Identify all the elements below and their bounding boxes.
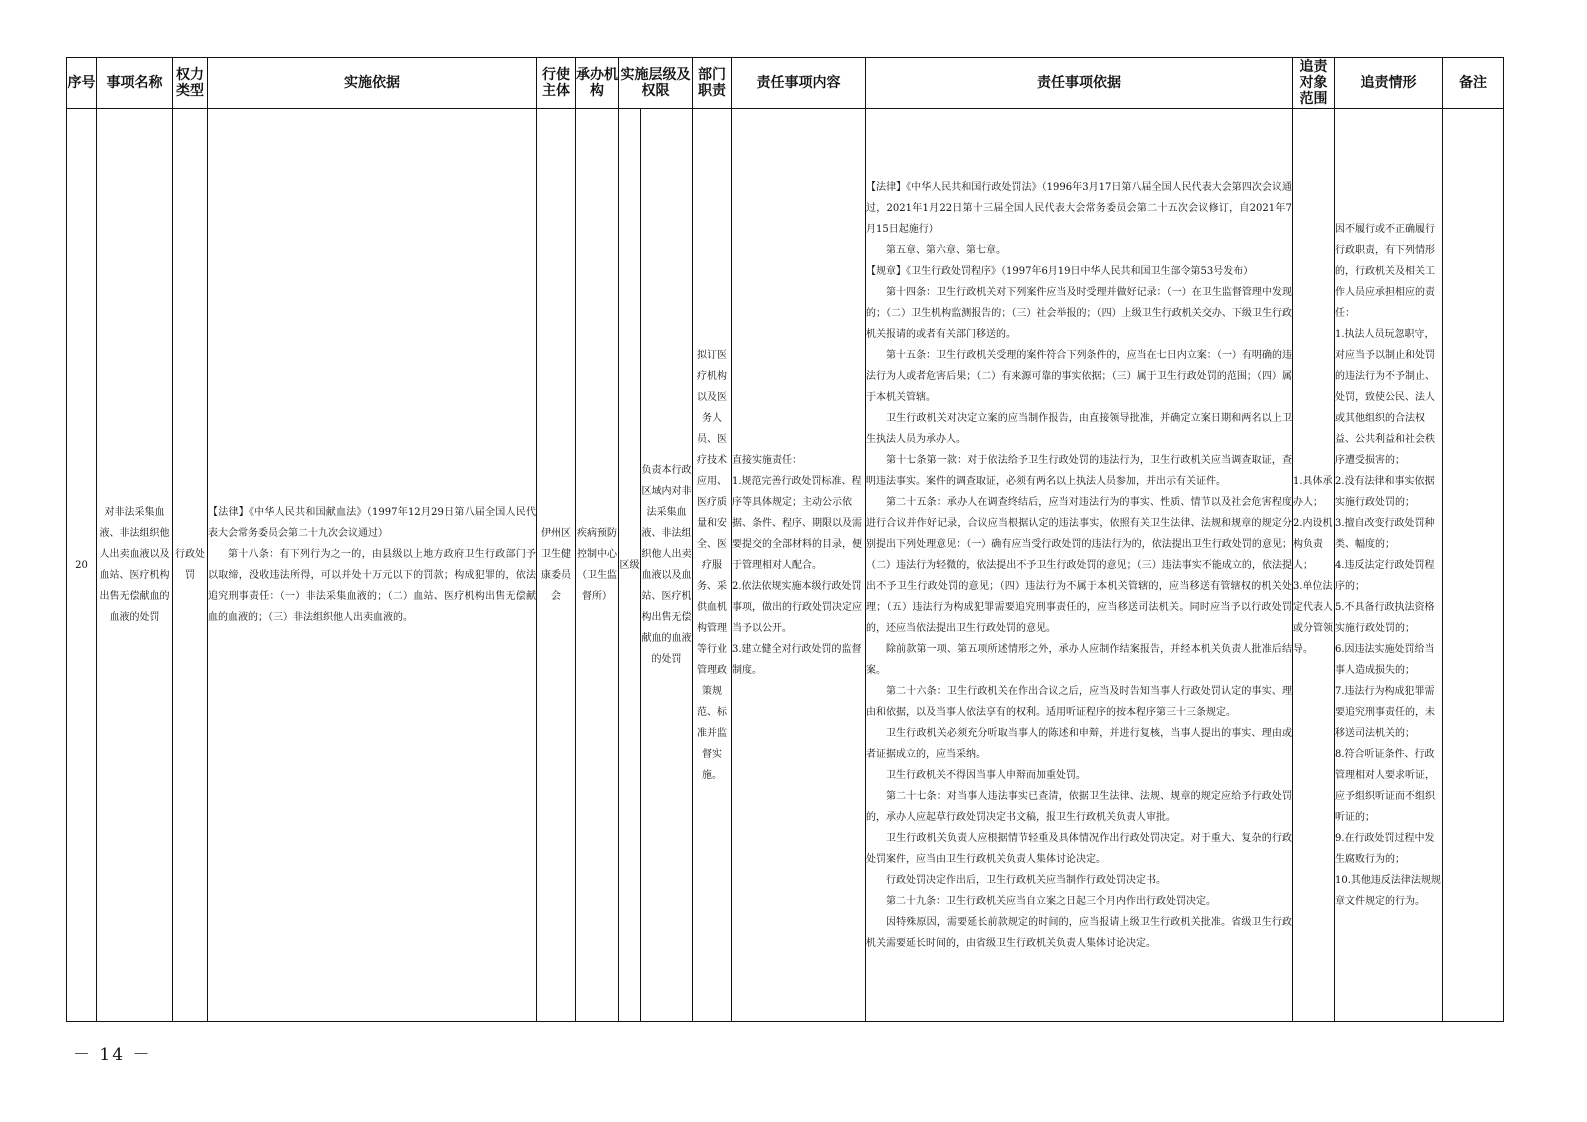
header-item-name: 事项名称 bbox=[97, 58, 173, 109]
header-dept-duty: 部门职责 bbox=[693, 58, 732, 109]
basis-law-title: 【法律】《中华人民共和国献血法》（1997年12月29日第八届全国人民代表大会常务委员会第二十九次会议通过） bbox=[208, 507, 536, 539]
resp-basis-paragraph: 第二十五条：承办人在调查终结后，应当对违法行为的事实、性质、情节以及社会危害程度进行合议并作好记录，合议应当根据认定的违法事实，依照有关卫生法律、法规和规章的规定分别提出下列处理意见：（一）确有应当受行政处罚的违法行为的，依法提出卫生行政处罚的意见；（二）违法行为轻微的，依法提出不予卫生行政处罚的意见；（三）违法事实不能成立的，依法提出不予卫生行政处罚的意见；（四）违法行为不属于本机关管辖的，应当移送有管辖权的机关处理；（五）违法行为构成犯罪需要追究刑事责任的，应当移送司法机关。同时应当予以行政处罚的，还应当依法提出卫生行政处罚的意见。 bbox=[866, 496, 1292, 634]
account-case-line: 6.因违法实施处罚给当事人造成损失的； bbox=[1335, 643, 1435, 676]
account-scope-line: 3.单位法定代表人或分管领导。 bbox=[1293, 580, 1333, 655]
cell-item-name: 对非法采集血液、非法组织他人出卖血液以及血站、医疗机构出售无偿献血的血液的处罚 bbox=[97, 109, 173, 1022]
account-case-line: 9.在行政处罚过程中发生腐败行为的； bbox=[1335, 832, 1435, 865]
resp-content-line: 1.规范完善行政处罚标准、程序等具体规定；主动公示依据、条件、程序、期限以及需要提交的全部材料的目录，便于管理相对人配合。 bbox=[732, 475, 862, 571]
header-basis: 实施依据 bbox=[208, 58, 537, 109]
resp-basis-paragraph: 卫生行政机关必须充分听取当事人的陈述和申辩，并进行复核，当事人提出的事实、理由或者证据成立的，应当采纳。 bbox=[866, 727, 1292, 760]
resp-content-line: 3.建立健全对行政处罚的监督制度。 bbox=[732, 643, 862, 676]
resp-basis-paragraph: 第十五条：卫生行政机关受理的案件符合下列条件的，应当在七日内立案：（一）有明确的违法行为人或者危害后果；（二）有来源可靠的事实依据；（三）属于卫生行政处罚的范围；（四）属于本机关管辖。 bbox=[866, 349, 1292, 403]
resp-basis-paragraph: 第二十七条：对当事人违法事实已查清，依据卫生法律、法规、规章的规定应给予行政处罚的，承办人应起草行政处罚决定书文稿，报卫生行政机关负责人审批。 bbox=[866, 790, 1292, 823]
resp-basis-paragraph: 第十七条第一款：对于依法给予卫生行政处罚的违法行为，卫生行政机关应当调查取证，查明违法事实。案件的调查取证，必须有两名以上执法人员参加，并出示有关证件。 bbox=[866, 454, 1292, 487]
resp-basis-paragraph: 【规章】《卫生行政处罚程序》（1997年6月19日中华人民共和国卫生部令第53号发布） bbox=[866, 265, 1254, 277]
resp-basis-paragraph: 卫生行政机关负责人应根据情节轻重及具体情况作出行政处罚决定。对于重大、复杂的行政处罚案件，应当由卫生行政机关负责人集体讨论决定。 bbox=[866, 832, 1292, 865]
cell-remark bbox=[1443, 109, 1504, 1022]
cell-level-name: 区级 bbox=[619, 109, 641, 1022]
header-resp-basis: 责任事项依据 bbox=[866, 58, 1293, 109]
account-case-line: 2.没有法律和事实依据实施行政处罚的； bbox=[1335, 475, 1435, 508]
account-case-line: 10.其他违反法律法规规章文件规定的行为。 bbox=[1335, 874, 1441, 907]
page-number: － 14 － bbox=[73, 1045, 152, 1065]
basis-article: 第十八条：有下列行为之一的，由县级以上地方政府卫生行政部门予以取缔，没收违法所得，可以并处十万元以下的罚款；构成犯罪的，依法追究刑事责任：（一）非法采集血液的；（二）血站、医疗机构出售无偿献血的血液的；（三）非法组织他人出卖血液的。 bbox=[208, 549, 536, 623]
resp-basis-paragraph: 第二十九条：卫生行政机关应当自立案之日起三个月内作出行政处罚决定。 bbox=[886, 895, 1216, 907]
account-case-line: 5.不具备行政执法资格实施行政处罚的； bbox=[1335, 601, 1435, 634]
account-case-line: 7.违法行为构成犯罪需要追究刑事责任的，未移送司法机关的； bbox=[1335, 685, 1435, 739]
header-account-cases: 追责情形 bbox=[1335, 58, 1443, 109]
cell-basis bbox=[208, 109, 537, 1022]
resp-basis-paragraph: 行政处罚决定作出后，卫生行政机关应当制作行政处罚决定书。 bbox=[886, 874, 1166, 886]
cell-resp-content bbox=[732, 109, 866, 1022]
account-case-line: 3.擅自改变行政处罚种类、幅度的； bbox=[1335, 517, 1435, 550]
resp-basis-paragraph: 卫生行政机关对决定立案的应当制作报告，由直接领导批准，并确定立案日期和两名以上卫生执法人员为承办人。 bbox=[866, 412, 1292, 445]
header-seq: 序号 bbox=[67, 58, 97, 109]
account-case-line: 4.违反法定行政处罚程序的； bbox=[1335, 559, 1435, 592]
account-case-line: 因不履行或不正确履行行政职责，有下列情形的，行政机关及相关工作人员应承担相应的责任： bbox=[1335, 223, 1435, 319]
table-row bbox=[67, 109, 1504, 1022]
resp-basis-paragraph: 第二十六条：卫生行政机关在作出合议之后，应当及时告知当事人行政处罚认定的事实、理由和依据，以及当事人依法享有的权利。适用听证程序的按本程序第三十三条规定。 bbox=[866, 685, 1292, 718]
cell-seq: 20 bbox=[67, 109, 97, 1022]
header-power-type: 权力类型 bbox=[173, 58, 208, 109]
responsibility-table bbox=[66, 57, 1504, 1022]
resp-basis-paragraph: 第十四条：卫生行政机关对下列案件应当及时受理并做好记录：（一）在卫生监督管理中发现的；（二）卫生机构监测报告的；（三）社会举报的；（四）上级卫生行政机关交办、下级卫生行政机关报请的或者有关部门移送的。 bbox=[866, 286, 1292, 340]
resp-content-line: 2.依法依规实施本级行政处罚事项，做出的行政处罚决定应当予以公开。 bbox=[732, 580, 862, 634]
header-account-scope: 追责对象范围 bbox=[1293, 58, 1335, 109]
cell-account-cases bbox=[1335, 109, 1443, 1022]
cell-organ: 疾病预防控制中心（卫生监督所） bbox=[576, 109, 619, 1022]
header-row bbox=[67, 58, 1504, 109]
resp-basis-paragraph: 除前款第一项、第五项所述情形之外，承办人应制作结案报告，并经本机关负责人批准后结案。 bbox=[866, 643, 1292, 676]
resp-basis-paragraph: 第五章、第六章、第七章。 bbox=[886, 244, 1006, 256]
resp-basis-paragraph: 卫生行政机关不得因当事人申辩而加重处罚。 bbox=[886, 769, 1086, 781]
header-organ: 承办机构 bbox=[576, 58, 619, 109]
resp-content-line: 直接实施责任： bbox=[732, 454, 802, 466]
cell-level-scope: 负责本行政区域内对非法采集血液、非法组织他人出卖血液以及血站、医疗机构出售无偿献血的血液的处罚 bbox=[641, 109, 693, 1022]
header-level: 实施层级及权限 bbox=[619, 58, 693, 109]
cell-account-scope bbox=[1293, 109, 1335, 1022]
cell-resp-basis bbox=[866, 109, 1293, 1022]
account-scope-line: 2.内设机构负责人； bbox=[1293, 517, 1333, 571]
resp-basis-paragraph: 因特殊原因，需要延长前款规定的时间的，应当报请上级卫生行政机关批准。省级卫生行政机关需要延长时间的，由省级卫生行政机关负责人集体讨论决定。 bbox=[866, 916, 1292, 949]
account-case-line: 1.执法人员玩忽职守，对应当予以制止和处罚的违法行为不予制止、处罚，致使公民、法人或其他组织的合法权益、公共利益和社会秩序遭受损害的； bbox=[1335, 328, 1435, 466]
responsibility-table-wrapper bbox=[66, 57, 1503, 1022]
header-subject: 行使主体 bbox=[537, 58, 576, 109]
account-case-line: 8.符合听证条件、行政管理相对人要求听证，应予组织听证而不组织听证的； bbox=[1335, 748, 1435, 823]
header-resp-content: 责任事项内容 bbox=[732, 58, 866, 109]
cell-subject: 伊州区卫生健康委员会 bbox=[537, 109, 576, 1022]
header-remark: 备注 bbox=[1443, 58, 1504, 109]
cell-dept-duty: 拟订医疗机构以及医务人员、医疗技术应用、医疗质量和安全、医疗服务、采供血机构管理等行业管理政策规范、标准并监督实施。 bbox=[693, 109, 732, 1022]
account-scope-line: 1.具体承办人； bbox=[1293, 475, 1333, 508]
cell-power-type: 行政处罚 bbox=[173, 109, 208, 1022]
resp-basis-paragraph: 【法律】《中华人民共和国行政处罚法》（1996年3月17日第八届全国人民代表大会第四次会议通过，2021年1月22日第十三届全国人民代表大会常务委员会第二十五次会议修订，自2021年7月15日起施行） bbox=[866, 181, 1292, 235]
